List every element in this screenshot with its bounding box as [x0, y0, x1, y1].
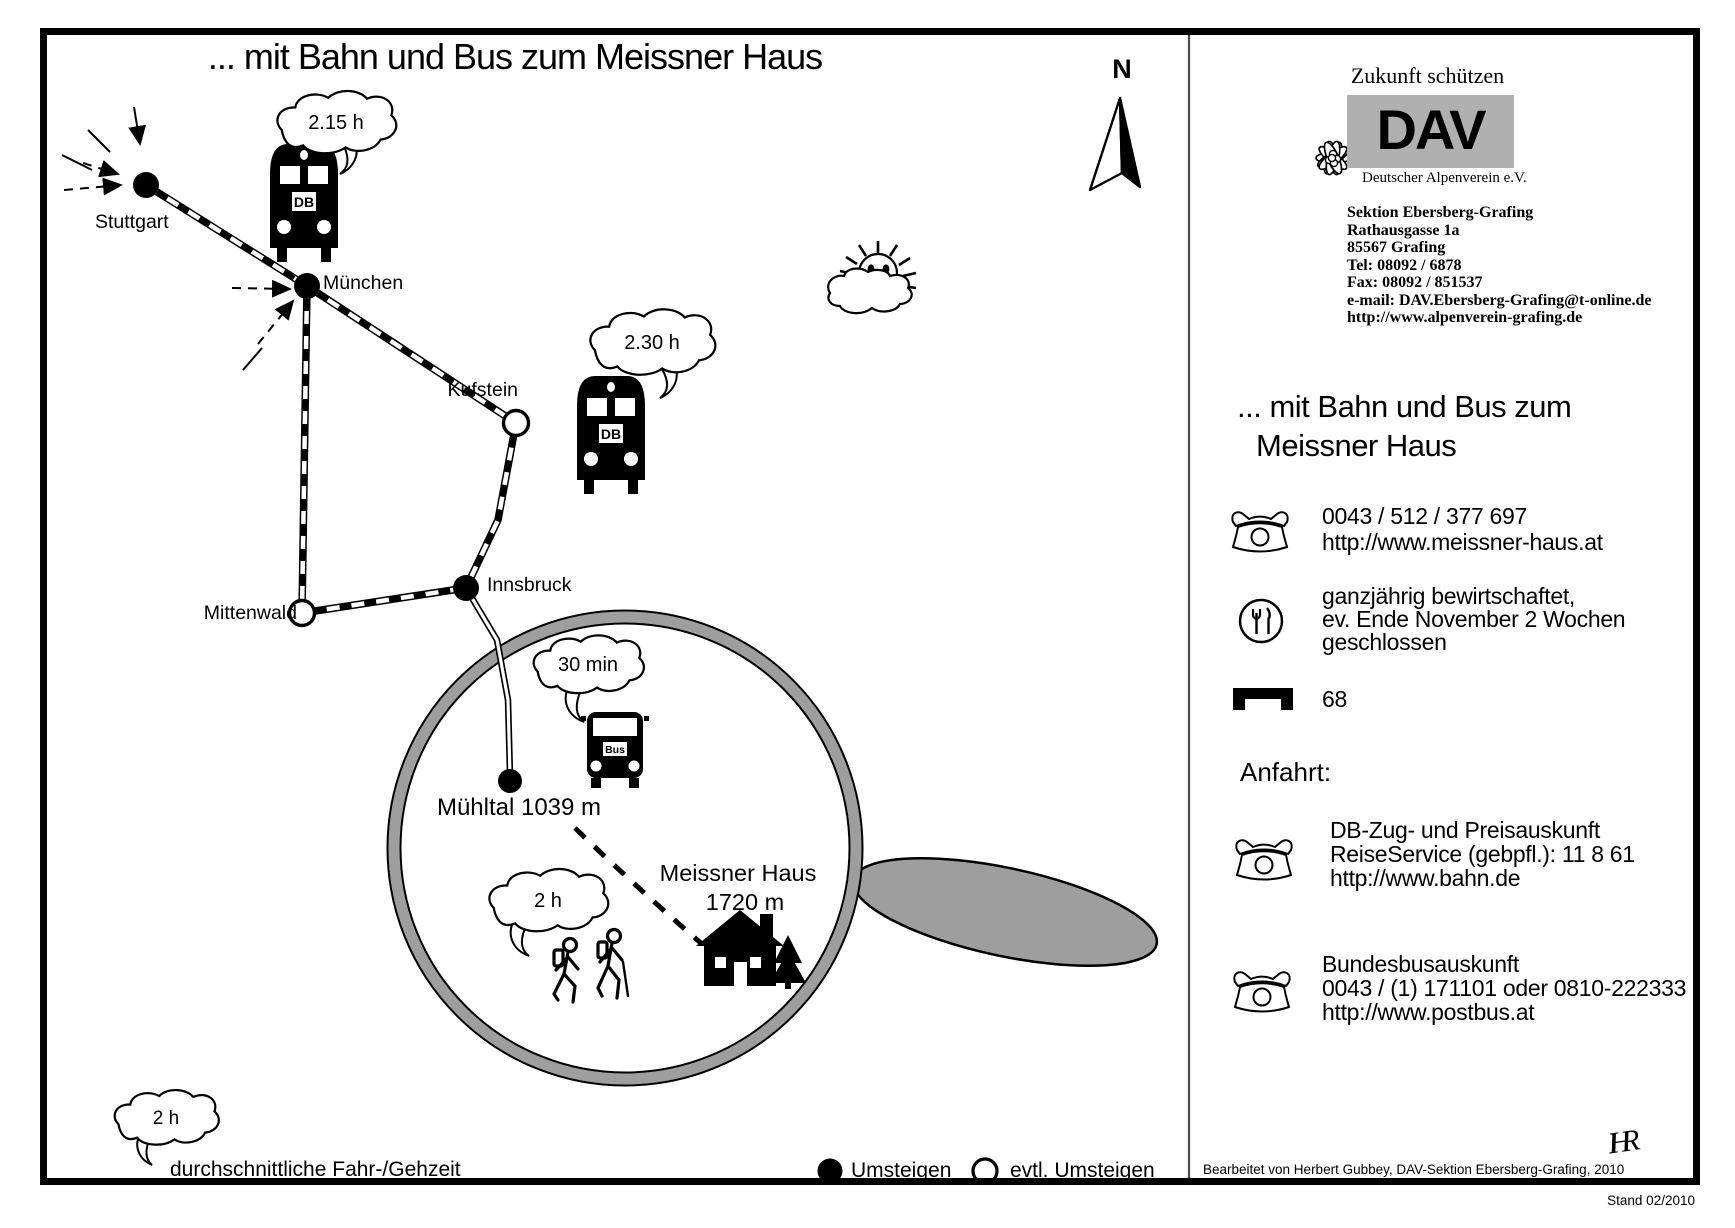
hut-url: http://www.meissner-haus.at [1322, 529, 1603, 555]
catering-line: geschlossen [1322, 629, 1447, 655]
db-info-line: ReiseService (gebpfl.): 11 8 61 [1330, 841, 1635, 867]
beds-count: 68 [1322, 686, 1347, 712]
hut-elevation-label: 1720 m [705, 889, 785, 915]
db-badge: DB [293, 194, 315, 210]
train-icon [577, 376, 645, 494]
edelweiss-icon [1315, 140, 1350, 176]
map-title: ... mit Bahn und Bus zum Meissner Haus [207, 36, 823, 77]
logo-slogan: Zukunft schützen [1350, 63, 1505, 88]
node-innsbruck [453, 575, 479, 601]
node-stuttgart [133, 172, 159, 198]
station-label-kufstein: Kufstein [447, 379, 518, 401]
bus-badge: Bus [605, 744, 625, 756]
legend-avg-time-label: durchschnittliche Fahr-/Gehzeit [170, 1158, 461, 1181]
station-label-mittenwald: Mittenwald [203, 602, 297, 624]
hut-label: Meissner Haus [659, 860, 817, 886]
credit-line: Bearbeitet von Herbert Gubbey, DAV-Sektion Ebersberg-Grafing, 2010 [1203, 1162, 1625, 1177]
north-arrow-icon [1090, 98, 1140, 190]
legend-filled-node [818, 1159, 843, 1184]
station-label-stuttgart: Stuttgart [95, 211, 169, 233]
node-kufstein [504, 411, 529, 436]
dav-logo-text: DAV [1376, 98, 1485, 161]
address-line: http://www.alpenverein-grafing.de [1347, 309, 1583, 326]
bus-info-line: http://www.postbus.at [1322, 999, 1535, 1025]
address-line: Rathausgasse 1a [1347, 221, 1460, 239]
travel-time-bubble-stuttgart-muenchen: 2.15 h [308, 112, 364, 134]
travel-time-bubble-muenchen-kufstein: 2.30 h [624, 332, 680, 354]
address-line: Tel: 08092 / 6878 [1347, 256, 1462, 274]
section-address [1347, 204, 1652, 327]
panel-heading-line2: Meissner Haus [1256, 428, 1457, 463]
phone-icon [1232, 512, 1287, 551]
address-line: Sektion Ebersberg-Grafing [1347, 204, 1534, 221]
sun-cloud-icon [828, 241, 916, 313]
anfahrt-heading: Anfahrt: [1240, 757, 1332, 787]
phone-icon [1236, 840, 1291, 879]
station-label-muenchen: München [323, 272, 404, 294]
bus-info-line: Bundesbusauskunft [1322, 951, 1519, 977]
db-info-line: DB-Zug- und Preisauskunft [1330, 817, 1600, 843]
address-line: 85567 Grafing [1347, 239, 1446, 256]
muenchen-arrows [232, 288, 293, 370]
compass-label: N [1112, 54, 1132, 84]
bus-info-line: 0043 / (1) 171101 oder 0810-222333 [1322, 975, 1687, 1001]
travel-time-bubble-hike: 2 h [534, 890, 562, 912]
signature-monogram: IHR [1605, 1124, 1634, 1161]
stand-date: Stand 02/2010 [1607, 1193, 1695, 1208]
address-line: Fax: 08092 / 851537 [1347, 274, 1483, 291]
node-muehltal [498, 769, 522, 793]
db-info-line: http://www.bahn.de [1330, 865, 1521, 891]
legend-open-node [973, 1159, 997, 1183]
travel-time-bubble-bus: 30 min [557, 654, 619, 676]
stuttgart-arrows [62, 107, 140, 190]
station-label-muehltal: Mühltal 1039 m [436, 794, 602, 821]
magnifier-handle [844, 837, 1166, 988]
legend-evtl-umsteigen-label: evtl. Umsteigen [1010, 1159, 1155, 1182]
node-muenchen [294, 273, 320, 299]
address-line: e-mail: DAV.Ebersberg-Grafing@t-online.de [1347, 291, 1652, 309]
hut-phone: 0043 / 512 / 377 697 [1322, 503, 1528, 529]
train-icon [270, 144, 338, 262]
legend-umsteigen-label: Umsteigen [851, 1159, 952, 1182]
dav-logo [1347, 95, 1514, 168]
panel-heading-line1: ... mit Bahn und Bus zum [1237, 389, 1572, 424]
catering-line: ganzjährig bewirtschaftet, [1322, 583, 1576, 609]
catering-line: ev. Ende November 2 Wochen [1322, 606, 1626, 632]
legend-time-bubble: 2 h [152, 1108, 180, 1129]
phone-icon [1234, 972, 1289, 1011]
station-label-innsbruck: Innsbruck [487, 574, 572, 596]
beds-icon [1233, 688, 1293, 710]
logo-subtitle: Deutscher Alpenverein e.V. [1362, 170, 1527, 186]
db-badge: DB [600, 426, 622, 442]
restaurant-icon [1240, 600, 1282, 642]
bus-icon [581, 712, 649, 788]
